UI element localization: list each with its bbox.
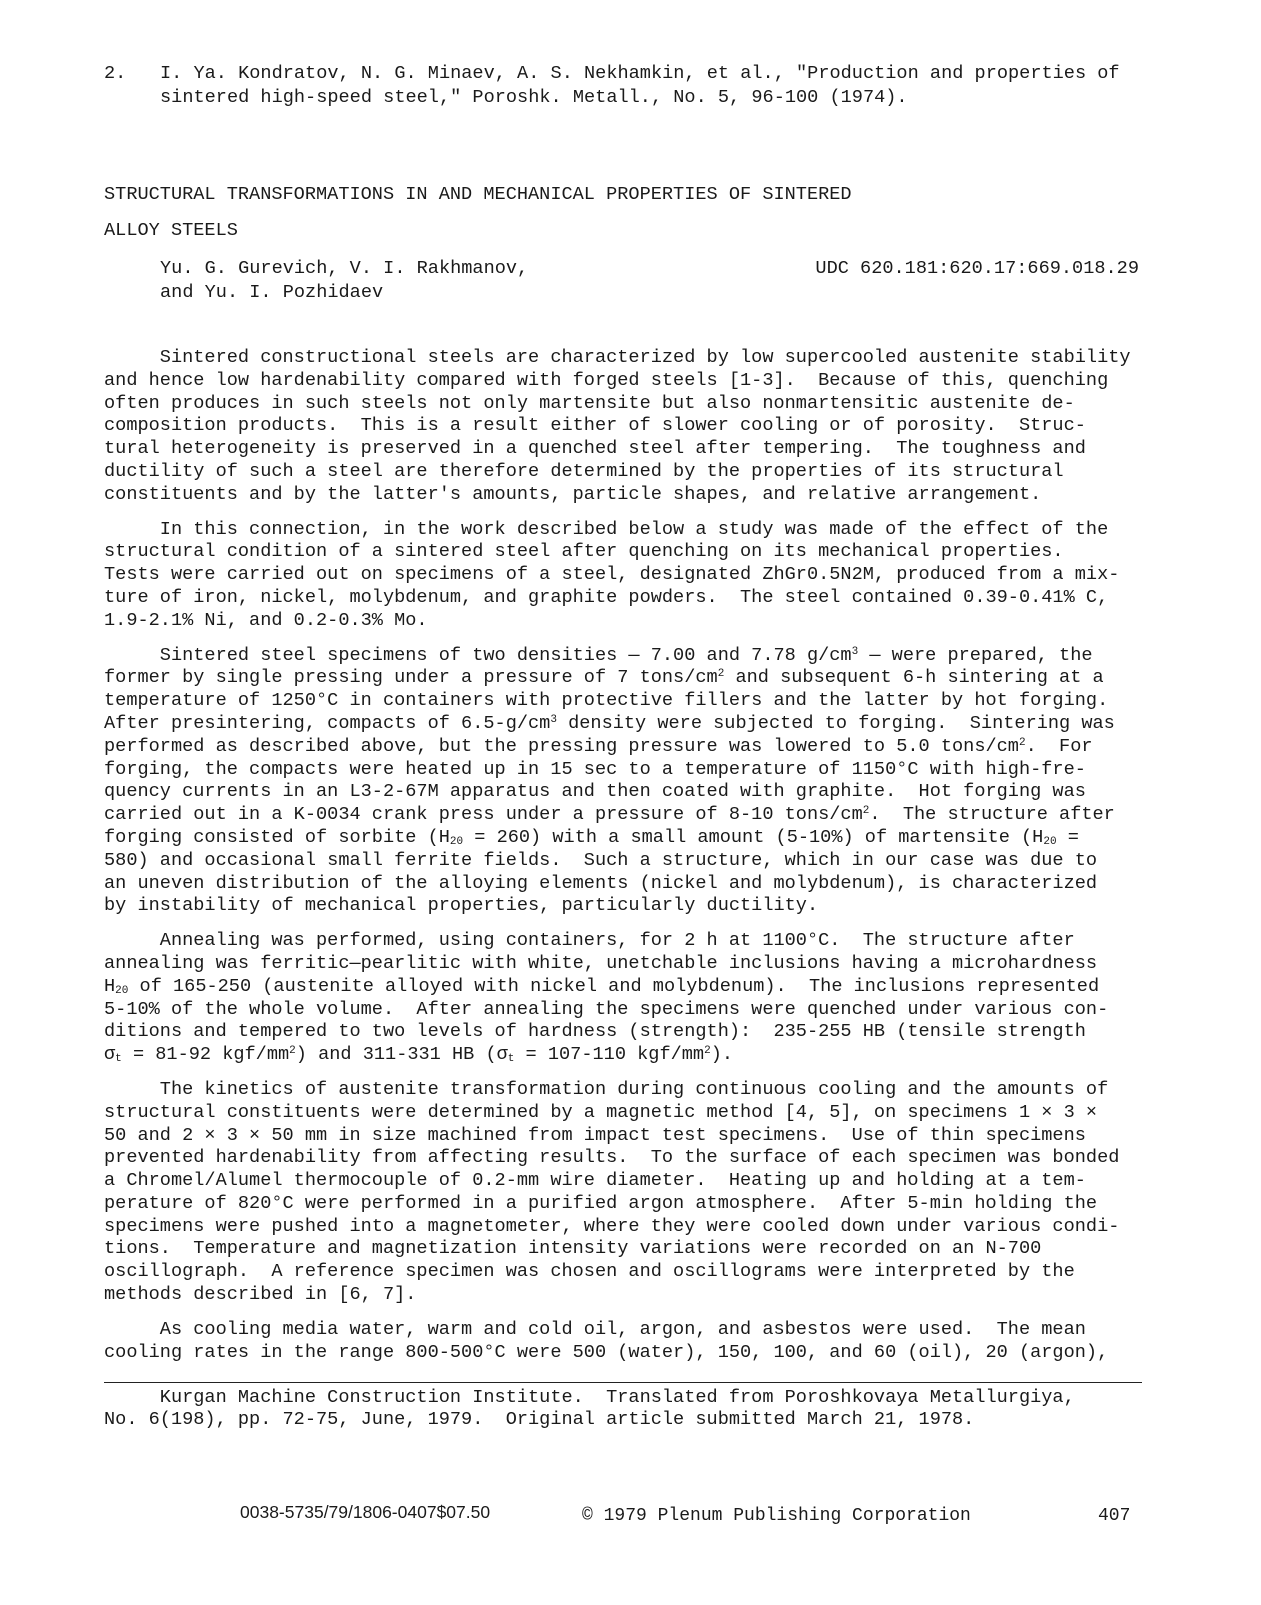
- page-number: 407: [1098, 1506, 1131, 1526]
- paragraph-study: [104, 519, 1144, 633]
- superscript: 2: [704, 1045, 711, 1058]
- subscript: 20: [449, 835, 464, 848]
- body-line: temperature of 1250°C in containers with protective fillers and the latter by hot forging.: [104, 690, 1109, 712]
- subscript: 20: [115, 984, 129, 997]
- body-line: methods described in [6, 7].: [104, 1284, 417, 1306]
- title-line: STRUCTURAL TRANSFORMATIONS IN AND MECHANICAL PROPERTIES OF SINTERED: [104, 184, 852, 205]
- body-line: Sintered constructional steels are characterized by low supercooled austenite stability: [104, 347, 1131, 368]
- body-line: an uneven distribution of the alloying elements (nickel and molybdenum), is characterized: [104, 872, 1098, 894]
- body-line: ductility of such a steel are therefore determined by the properties of its structural: [104, 460, 1064, 482]
- journal-code: 0038-5735/79/1806-0407$07.50: [240, 1502, 491, 1522]
- text-run: H: [104, 975, 116, 997]
- text-run: — were prepared, the: [858, 644, 1093, 666]
- body-line: structural constituents were determined by a magnetic method [4, 5], on specimens 1 × 3 ×: [104, 1101, 1098, 1123]
- reference-line: I. Ya. Kondratov, N. G. Minaev, A. S. Nekhamkin, et al., "Production and properties of: [160, 63, 1120, 84]
- paragraph-annealing: [104, 930, 1144, 1067]
- body-line: 50 and 2 × 3 × 50 mm in size machined from impact test specimens. Use of thin specimens: [104, 1124, 1086, 1146]
- text-run: performed as described above, but the pressing pressure was lowered to 5.0 tons/cm: [104, 735, 1019, 757]
- superscript: 3: [851, 645, 859, 658]
- text-run: σ: [104, 1044, 116, 1066]
- body-line: The kinetics of austenite transformation during continuous cooling and the amounts of: [104, 1078, 1109, 1100]
- superscript: 2: [717, 668, 725, 681]
- text-run: = 260) with a small amount (5-10%) of martensite (H: [463, 826, 1044, 848]
- footnote-line: No. 6(198), pp. 72-75, June, 1979. Original article submitted March 21, 1978.: [104, 1409, 975, 1430]
- text-run: . The structure after: [869, 804, 1115, 826]
- body-line: annealing was ferritic—pearlitic with white, unetchable inclusions having a microhardness: [104, 952, 1098, 974]
- body-line: tural heterogeneity is preserved in a quenched steel after tempering. The toughness and: [104, 438, 1086, 460]
- body-line: Annealing was performed, using containers, for 2 h at 1100°C. The structure after: [104, 930, 1075, 952]
- text-run: forging consisted of sorbite (H: [104, 826, 450, 848]
- text-run: of 165-250 (austenite alloyed with nickel and molybdenum). The inclusions represented: [128, 975, 1100, 997]
- body-line: composition products. This is a result either of slower cooling or of porosity. Struc-: [104, 415, 1086, 437]
- body-line: Tests were carried out on specimens of a steel, designated ZhGr0.5N2M, produced from a mix-: [104, 564, 1120, 586]
- body-line: a Chromel/Alumel thermocouple of 0.2-mm wire diameter. Heating up and holding at a tem-: [104, 1170, 1086, 1192]
- text-run: = 107-110 kgf/mm: [514, 1044, 705, 1066]
- body-line: constituents and by the latter's amounts, particle shapes, and relative arrangement.: [104, 483, 1042, 505]
- body-line: 1.9-2.1% Ni, and 0.2-0.3% Mo.: [104, 609, 428, 631]
- authors-line: and Yu. I. Pozhidaev: [160, 282, 384, 303]
- footnote-divider: [104, 1382, 1142, 1383]
- body-line: As cooling media water, warm and cold oil, argon, and asbestos were used. The mean: [104, 1318, 1086, 1340]
- superscript: 2: [1018, 736, 1026, 749]
- text-run: . For: [1025, 735, 1093, 757]
- copyright-notice: © 1979 Plenum Publishing Corporation: [582, 1506, 971, 1526]
- text-run: carried out in a K-0034 crank press under a pressure of 8-10 tons/cm: [104, 804, 863, 826]
- body-line: [104, 804, 1144, 827]
- body-line: and hence low hardenability compared with forged steels [1-3]. Because of this, quenching: [104, 369, 1109, 391]
- body-line: by instability of mechanical properties, particularly ductility.: [104, 895, 819, 917]
- body-line: structural condition of a sintered steel after quenching on its mechanical properties.: [104, 541, 1064, 563]
- article-body: [104, 347, 1144, 1376]
- text-run: Sintered steel specimens of two densities — 7.00 and 7.78 g/cm: [104, 644, 852, 666]
- reference-text: [160, 62, 1160, 110]
- text-run: density were subjected to forging. Sintering was: [556, 712, 1115, 734]
- footnote: [104, 1387, 1075, 1431]
- body-line: [104, 645, 1144, 668]
- body-line: [104, 976, 1144, 999]
- subscript: t: [115, 1053, 122, 1066]
- paragraph-kinetics: [104, 1079, 1144, 1307]
- body-line: often produces in such steels not only martensite but also nonmartensitic austenite de-: [104, 392, 1075, 414]
- body-line: [104, 827, 1144, 850]
- body-line: [104, 736, 1144, 759]
- body-line: prevented hardenability from affecting results. To the surface of each specimen was bonded: [104, 1147, 1120, 1169]
- text-run: = 81-92 kgf/mm: [121, 1044, 290, 1066]
- superscript: 2: [289, 1045, 296, 1058]
- body-line: In this connection, in the work described below a study was made of the effect of the: [104, 518, 1109, 540]
- title-line: ALLOY STEELS: [104, 220, 238, 241]
- paragraph-specimens: [104, 645, 1144, 919]
- body-line: specimens were pushed into a magnetometer, where they were cooled down under various condi-: [104, 1215, 1120, 1237]
- body-line: cooling rates in the range 800-500°C were 500 (water), 150, 100, and 60 (oil), 20 (argon),: [104, 1341, 1109, 1363]
- udc-code: UDC 620.181:620.17:669.018.29: [815, 258, 1139, 279]
- paragraph-cooling-media: [104, 1319, 1144, 1365]
- text-run: ) and 311-331 HB (σ: [295, 1044, 508, 1066]
- text-run: ).: [710, 1044, 734, 1066]
- body-line: 5-10% of the whole volume. After annealing the specimens were quenched under various con-: [104, 998, 1109, 1020]
- superscript: 3: [550, 713, 557, 726]
- paragraph-intro: [104, 347, 1144, 507]
- body-line: forging, the compacts were heated up in 15 sec to a temperature of 1150°C with high-fre-: [104, 758, 1086, 780]
- body-line: oscillograph. A reference specimen was chosen and oscillograms were interpreted by the: [104, 1261, 1075, 1283]
- body-line: 580) and occasional small ferrite fields. Such a structure, which in our case was due to: [104, 849, 1098, 871]
- reference-line: sintered high-speed steel," Poroshk. Metall., No. 5, 96-100 (1974).: [160, 87, 908, 108]
- text-run: and subsequent 6-h sintering at a: [724, 667, 1104, 689]
- article-authors: [160, 257, 528, 305]
- text-run: former by single pressing under a pressure of 7 tons/cm: [104, 667, 718, 689]
- page-footer: [0, 1502, 1261, 1532]
- authors-line: Yu. G. Gurevich, V. I. Rakhmanov,: [160, 258, 529, 279]
- reference-number: 2.: [104, 63, 127, 84]
- body-line: [104, 667, 1144, 690]
- body-line: [104, 713, 1144, 736]
- article-title: [104, 177, 852, 249]
- body-line: quency currents in an L3-2-67M apparatus and then coated with graphite. Hot forging was: [104, 781, 1086, 803]
- body-line: ture of iron, nickel, molybdenum, and graphite powders. The steel contained 0.39-0.41% C,: [104, 586, 1109, 608]
- body-line: tions. Temperature and magnetization intensity variations were recorded on an N-700: [104, 1238, 1042, 1260]
- body-line: [104, 1044, 1144, 1067]
- body-line: perature of 820°C were performed in a purified argon atmosphere. After 5-min holding the: [104, 1192, 1098, 1214]
- body-line: ditions and tempered to two levels of hardness (strength): 235-255 HB (tensile strength: [104, 1021, 1086, 1043]
- text-run: =: [1056, 826, 1079, 848]
- text-run: After presintering, compacts of 6.5-g/cm: [104, 712, 551, 734]
- footnote-line: Kurgan Machine Construction Institute. Translated from Poroshkovaya Metallurgiya,: [104, 1387, 1075, 1408]
- subscript: 20: [1043, 835, 1057, 848]
- subscript: t: [507, 1053, 515, 1066]
- superscript: 2: [862, 805, 870, 818]
